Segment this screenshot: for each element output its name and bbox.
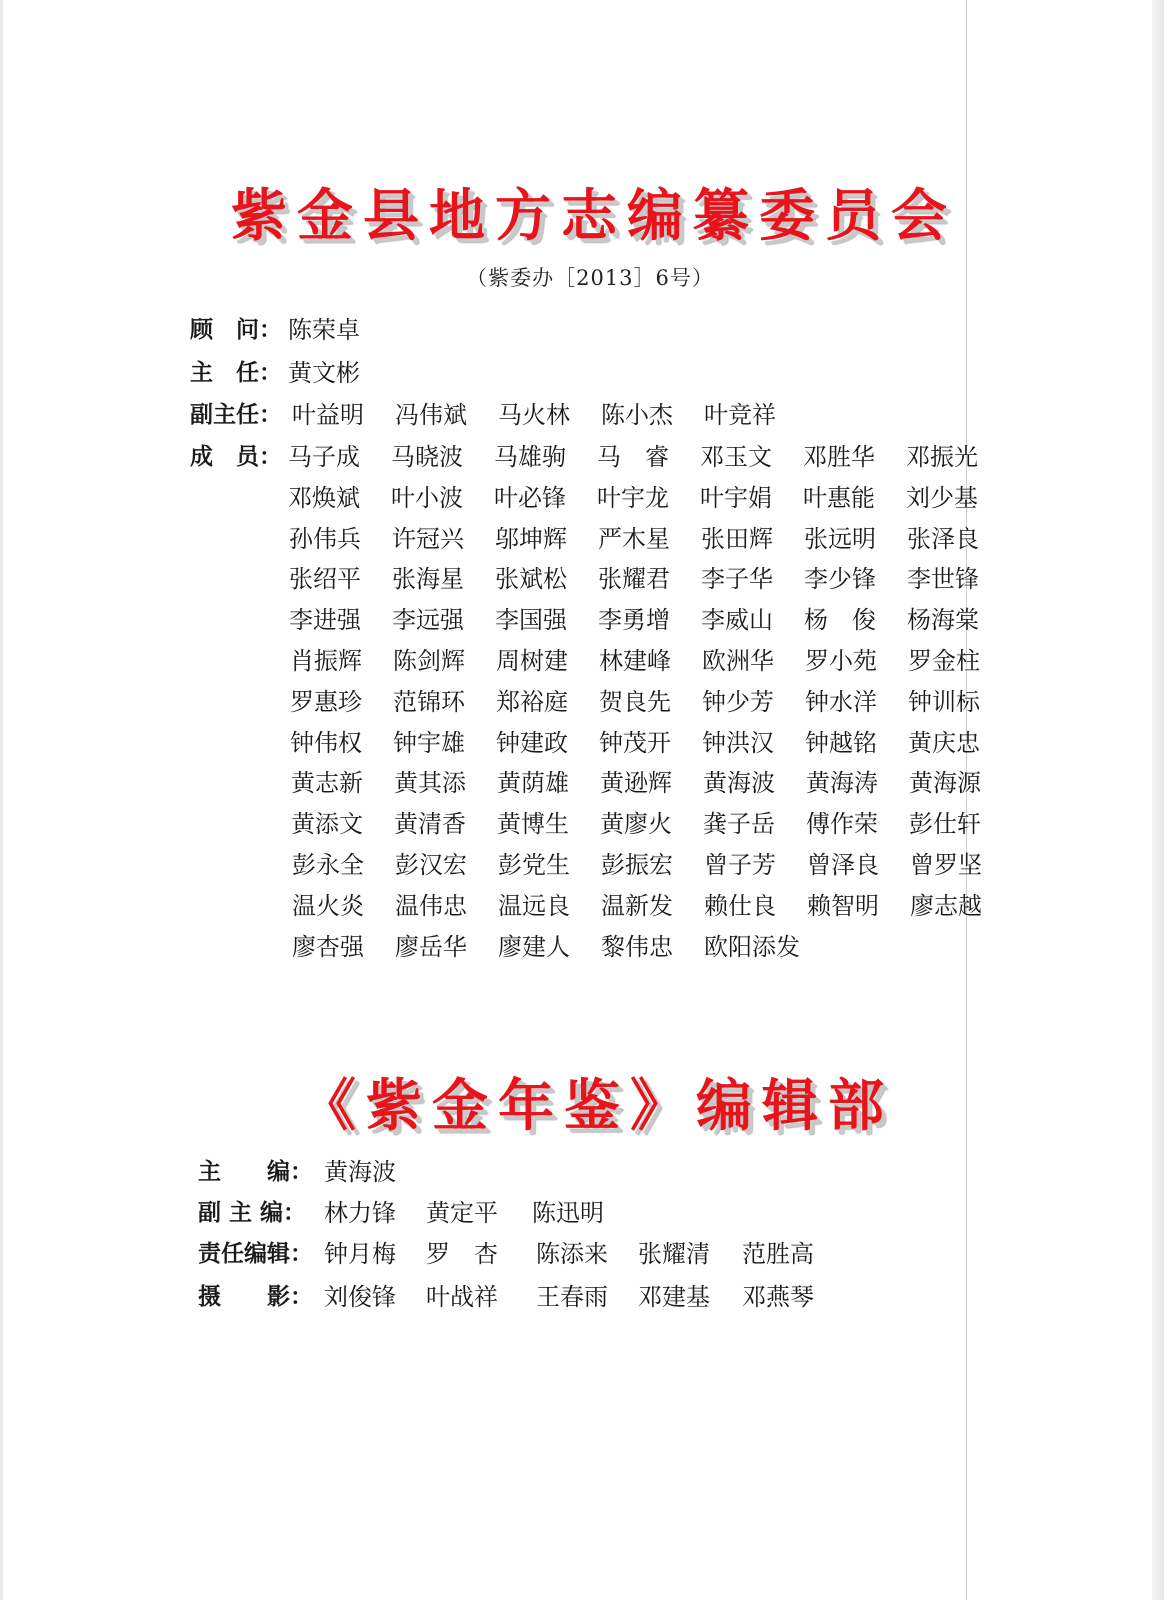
person-name: 邓燕琴 — [742, 1283, 814, 1311]
member-name: 黄海涛 — [806, 769, 878, 797]
person-name: 黄定平 — [426, 1199, 498, 1227]
member-name: 廖杏强 — [292, 933, 364, 961]
role-label: 顾 问： — [190, 317, 282, 343]
member-name: 郑裕庭 — [496, 688, 568, 716]
member-name: 赖仕良 — [704, 892, 776, 920]
member-name: 彭仕轩 — [909, 810, 981, 838]
member-name: 张耀君 — [598, 565, 670, 593]
member-name: 钟水洋 — [805, 688, 877, 716]
member-name: 钟越铭 — [805, 729, 877, 757]
member-name: 邓焕斌 — [288, 484, 360, 512]
member-name: 严木星 — [598, 525, 670, 553]
member-name: 贺良先 — [599, 688, 671, 716]
member-name: 龚子岳 — [703, 810, 775, 838]
member-name: 罗小苑 — [805, 647, 877, 675]
member-name: 马子成 — [288, 443, 360, 471]
member-name: 温远良 — [498, 892, 570, 920]
member-name: 黄庆忠 — [908, 729, 980, 757]
person-name: 叶战祥 — [426, 1283, 498, 1311]
member-name: 彭振宏 — [601, 851, 673, 879]
member-name: 李勇增 — [598, 606, 670, 634]
doc-number: （紫委办［2013］6号） — [466, 266, 714, 290]
person-name: 罗 杏 — [426, 1240, 498, 1268]
member-name: 李远强 — [392, 606, 464, 634]
member-name: 马雄驹 — [494, 443, 566, 471]
member-name: 温伟忠 — [395, 892, 467, 920]
member-name: 周树建 — [496, 647, 568, 675]
member-name: 李少锋 — [804, 565, 876, 593]
member-name: 刘少基 — [906, 484, 978, 512]
member-name: 廖志越 — [910, 892, 982, 920]
person-name: 刘俊锋 — [324, 1283, 396, 1311]
role-label: 主 任： — [190, 360, 282, 386]
role-label: 副主任： — [190, 402, 282, 428]
member-name: 廖岳华 — [395, 933, 467, 961]
person-name: 陈荣卓 — [288, 316, 360, 344]
role-label: 主 编： — [198, 1159, 313, 1185]
person-name: 陈添来 — [536, 1240, 608, 1268]
member-name: 邓胜华 — [803, 443, 875, 471]
member-name: 张斌松 — [495, 565, 567, 593]
member-name: 黄志新 — [291, 769, 363, 797]
member-name: 彭党生 — [498, 851, 570, 879]
member-name: 欧洲华 — [702, 647, 774, 675]
member-name: 马晓波 — [391, 443, 463, 471]
person-name: 张耀清 — [638, 1240, 710, 1268]
member-name: 钟宇雄 — [393, 729, 465, 757]
member-name: 钟茂开 — [599, 729, 671, 757]
member-name: 林建峰 — [599, 647, 671, 675]
member-name: 钟伟权 — [290, 729, 362, 757]
member-name: 杨海棠 — [907, 606, 979, 634]
person-name: 邓建基 — [638, 1283, 710, 1311]
member-name: 李国强 — [495, 606, 567, 634]
person-name: 黄文彬 — [288, 359, 360, 387]
member-name: 钟建政 — [496, 729, 568, 757]
member-name: 黄海波 — [703, 769, 775, 797]
member-name: 温火炎 — [292, 892, 364, 920]
member-name: 张泽良 — [907, 525, 979, 553]
person-name: 陈小杰 — [601, 401, 673, 429]
member-name: 欧阳添发 — [704, 933, 800, 961]
member-name: 张海星 — [392, 565, 464, 593]
member-name: 杨 俊 — [804, 606, 876, 634]
member-name: 罗金柱 — [908, 647, 980, 675]
member-name: 黄荫雄 — [497, 769, 569, 797]
member-name: 黄海源 — [909, 769, 981, 797]
member-name: 李进强 — [289, 606, 361, 634]
member-name: 许冠兴 — [392, 525, 464, 553]
person-name: 冯伟斌 — [395, 401, 467, 429]
person-name: 范胜高 — [742, 1240, 814, 1268]
person-name: 黄海波 — [324, 1158, 396, 1186]
member-name: 黄逊辉 — [600, 769, 672, 797]
member-name: 黄博生 — [497, 810, 569, 838]
role-label: 副 主 编： — [198, 1200, 307, 1226]
member-name: 罗惠珍 — [290, 688, 362, 716]
person-name: 钟月梅 — [324, 1240, 396, 1268]
member-name: 范锦环 — [393, 688, 465, 716]
member-name: 李世锋 — [907, 565, 979, 593]
member-name: 张远明 — [804, 525, 876, 553]
person-name: 马火林 — [498, 401, 570, 429]
member-name: 温新发 — [601, 892, 673, 920]
member-name: 叶宇娟 — [700, 484, 772, 512]
member-name: 陈剑辉 — [393, 647, 465, 675]
person-name: 叶益明 — [292, 401, 364, 429]
person-name: 陈迅明 — [532, 1199, 604, 1227]
member-name: 叶宇龙 — [597, 484, 669, 512]
member-name: 黄添文 — [291, 810, 363, 838]
member-name: 廖建人 — [498, 933, 570, 961]
member-name: 曾罗坚 — [910, 851, 982, 879]
person-name: 叶竞祥 — [704, 401, 776, 429]
role-label: 摄 影： — [198, 1284, 313, 1310]
member-name: 彭汉宏 — [395, 851, 467, 879]
role-label: 责任编辑： — [198, 1241, 313, 1267]
member-name: 邬坤辉 — [495, 525, 567, 553]
members-label: 成 员： — [190, 444, 282, 470]
member-name: 叶小波 — [391, 484, 463, 512]
member-name: 钟洪汉 — [702, 729, 774, 757]
member-name: 黄清香 — [394, 810, 466, 838]
member-name: 黄廖火 — [600, 810, 672, 838]
member-name: 钟训标 — [908, 688, 980, 716]
member-name: 曾泽良 — [807, 851, 879, 879]
member-name: 曾子芳 — [704, 851, 776, 879]
member-name: 赖智明 — [807, 892, 879, 920]
member-name: 黎伟忠 — [601, 933, 673, 961]
member-name: 张田辉 — [701, 525, 773, 553]
member-name: 马 睿 — [597, 443, 669, 471]
member-name: 傅作荣 — [806, 810, 878, 838]
member-name: 孙伟兵 — [289, 525, 361, 553]
member-name: 张绍平 — [289, 565, 361, 593]
person-name: 林力锋 — [324, 1199, 396, 1227]
editorial-title: 《紫金年鉴》编辑部 — [300, 1073, 894, 1139]
member-name: 钟少芳 — [702, 688, 774, 716]
member-name: 肖振辉 — [290, 647, 362, 675]
member-name: 叶惠能 — [803, 484, 875, 512]
member-name: 叶必锋 — [494, 484, 566, 512]
member-name: 邓振光 — [906, 443, 978, 471]
member-name: 彭永全 — [292, 851, 364, 879]
member-name: 黄其添 — [394, 769, 466, 797]
member-name: 邓玉文 — [700, 443, 772, 471]
committee-title: 紫金县地方志编纂委员会 — [231, 183, 957, 249]
person-name: 王春雨 — [536, 1283, 608, 1311]
member-name: 李威山 — [701, 606, 773, 634]
member-name: 李子华 — [701, 565, 773, 593]
